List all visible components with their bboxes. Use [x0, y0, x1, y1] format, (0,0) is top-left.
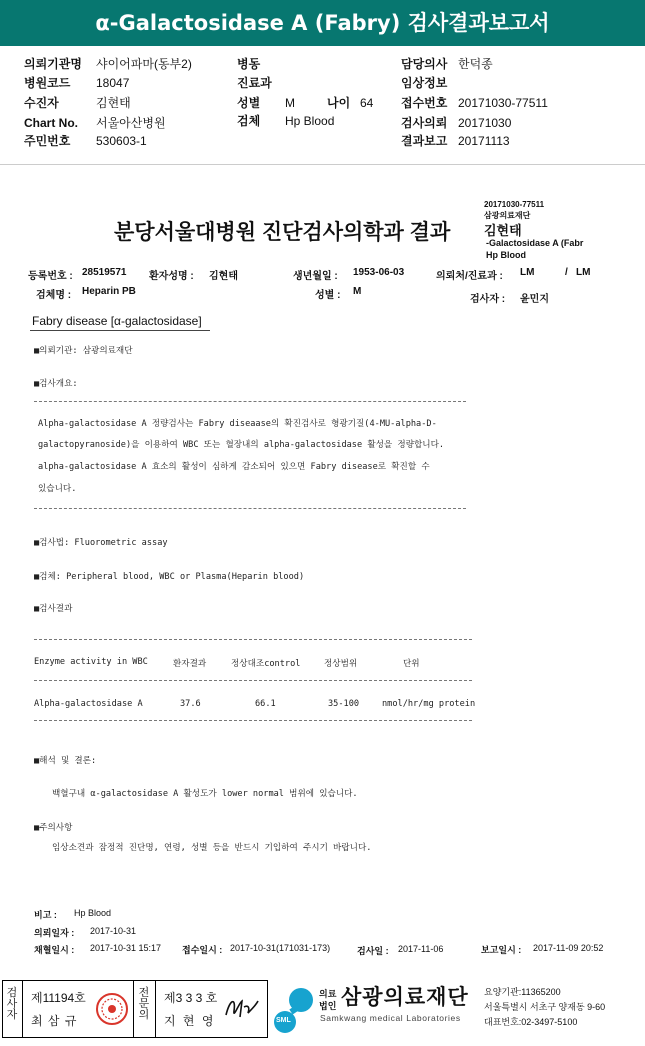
examiner-value: 윤민지: [520, 294, 549, 305]
org-phone: 대표번호:02-3497-5100: [484, 1017, 578, 1027]
receive-label: 접수일시 :: [182, 945, 223, 955]
overview-line-2: galactopyranoside)을 이용하여 WBC 또는 혈장내의 alpha-galactosidase 활성을 정량합니다.: [38, 440, 445, 450]
receive-value: 2017-10-31(171031-173): [230, 943, 331, 953]
specialist-license: 제3 3 3 호: [164, 991, 218, 1005]
dept-value1: LM: [520, 267, 535, 278]
header-divider: [0, 164, 645, 165]
interpretation-heading: ■해석 및 결론:: [34, 756, 97, 766]
dept-label: 의뢰처/진료과 :: [436, 271, 503, 282]
label-clinical-info: 임상정보: [401, 76, 448, 90]
hospital-title: 분당서울대병원 진단검사의학과 결과: [114, 221, 451, 244]
label-age: 나이: [327, 96, 351, 110]
table-header-control: 정상대조control: [231, 659, 301, 669]
report-date-label: 보고일시 :: [481, 945, 522, 955]
org-address: 서울특별시 서초구 양재동 9-60: [484, 1002, 606, 1012]
table-cell-enzyme: Alpha-galactosidase A: [34, 699, 143, 709]
value-hospital-code: 18047: [96, 76, 130, 90]
overview-line-1: Alpha-galactosidase A 정량검사는 Fabry diseaase의 확진검사로 형광기질(4-MU-alpha-D-: [38, 419, 437, 429]
label-patient: 수진자: [24, 96, 59, 110]
table-mid-rule: [34, 680, 472, 681]
value-patient: 김현태: [96, 96, 131, 110]
label-resident-no: 주민번호: [24, 134, 71, 148]
table-header-unit: 단위: [403, 659, 420, 669]
report-title: α-Galactosidase A (Fabry) 검사결과보고서: [0, 0, 645, 46]
org-logo-icon: [271, 982, 317, 1039]
caution-text: 임상소견과 잠정적 진단명, 연령, 성별 등을 반드시 기입하여 주시기 바랍니다.: [52, 843, 372, 853]
patient-label: 환자성명 :: [149, 271, 194, 282]
divider: [34, 401, 466, 402]
patient-value: 김현태: [209, 271, 238, 282]
org-logo-text: SML: [276, 1017, 291, 1024]
remark-value: Hp Blood: [74, 908, 112, 918]
value-chart-no: 서울아산병원: [96, 116, 166, 130]
label-requester: 의뢰기관명: [24, 57, 82, 71]
label-receipt-no: 접수번호: [401, 96, 448, 110]
examiner-vertical-label: 검사자: [6, 987, 18, 1021]
overview-line-4: 있습니다.: [38, 484, 77, 494]
divider: [133, 980, 134, 1038]
specialist-name: 지 현 영: [164, 1014, 216, 1028]
reg-value: 28519571: [82, 267, 127, 278]
value-sex: M: [285, 96, 295, 110]
examiner-license: 제11194호: [31, 991, 86, 1005]
table-top-rule: [34, 639, 472, 640]
specimen-line: ■검체: Peripheral blood, WBC or Plasma(Heparin blood): [34, 572, 305, 582]
request-date-value: 2017-10-31: [90, 926, 137, 936]
test-date-label: 검사일 :: [357, 946, 389, 956]
value-age: 64: [360, 96, 374, 110]
examiner-name: 최 삼 규: [31, 1014, 78, 1028]
dob-value: 1953-06-03: [353, 267, 405, 278]
collect-label: 채혈일시 :: [34, 945, 75, 955]
report-lab-name: 삼광의료재단: [484, 211, 531, 220]
label-ward: 병동: [237, 57, 261, 71]
label-sex: 성별: [237, 96, 261, 110]
specimen-name-label: 검체명 :: [36, 290, 72, 301]
divider: [22, 980, 23, 1038]
report-date-value: 2017-11-09 20:52: [533, 943, 604, 953]
table-header-range: 정상범위: [324, 659, 358, 669]
value-result-report: 20171113: [458, 134, 510, 148]
value-requester: 샤이어파마(동부2): [96, 57, 192, 71]
org-institution-code: 요양기관:11365200: [484, 987, 561, 997]
sex-label: 성별 :: [315, 290, 341, 301]
dept-slash: /: [565, 267, 568, 278]
label-result-report: 결과보고: [401, 134, 448, 148]
collect-value: 2017-10-31 15:17: [90, 943, 162, 953]
label-test-request: 검사의뢰: [401, 116, 448, 130]
remark-label: 비고 :: [34, 910, 57, 920]
label-hospital-code: 병원코드: [24, 76, 71, 90]
test-title-underline: [30, 330, 210, 331]
test-title: Fabry disease [α-galactosidase]: [32, 314, 202, 328]
table-bottom-rule: [34, 720, 472, 721]
label-dept: 진료과: [237, 76, 272, 90]
request-date-label: 의뢰일자 :: [34, 928, 75, 938]
specialist-vertical-label: 전문의: [138, 987, 150, 1021]
dob-label: 생년월일 :: [293, 271, 338, 282]
report-specimen-tag: Hp Blood: [486, 250, 526, 260]
sex-value: M: [353, 286, 362, 297]
table-cell-range: 35-100: [328, 699, 360, 709]
overview-heading: ■검사개요:: [34, 379, 78, 389]
test-date-value: 2017-11-06: [398, 944, 444, 954]
report-receipt-no: 20171030-77511: [484, 200, 545, 209]
result-heading: ■검사결과: [34, 604, 73, 614]
report-test-name: -Galactosidase A (Fabr: [486, 238, 584, 248]
label-chart-no: Chart No.: [24, 116, 78, 130]
footer: [0, 975, 645, 1046]
table-cell-control: 66.1: [255, 699, 276, 709]
value-test-request: 20171030: [458, 116, 512, 130]
dept-value2: LM: [576, 267, 591, 278]
org-name: 삼광의료재단: [341, 986, 469, 1009]
signature: [222, 993, 262, 1028]
value-resident-no: 530603-1: [96, 134, 147, 148]
label-doctor: 담당의사: [401, 57, 448, 71]
requester-line: ■의뢰기관: 삼광의료재단: [34, 346, 133, 356]
caution-heading: ■주의사항: [34, 823, 73, 833]
org-prefix-top: 의료: [319, 989, 337, 999]
table-cell-unit: nmol/hr/mg protein: [382, 699, 476, 709]
examiner-label: 검사자 :: [470, 294, 506, 305]
overview-line-3: alpha-galactosidase A 효소의 활성이 심하게 감소되어 있으면 Fabry disease로 확진할 수: [38, 462, 430, 472]
embedded-report: [0, 178, 645, 968]
reg-label: 등록번호 :: [28, 271, 73, 282]
report-patient-name: 김현태: [484, 223, 522, 238]
stamp-seal: [95, 992, 129, 1031]
org-prefix-bottom: 법인: [319, 1001, 337, 1011]
table-header-enzyme: Enzyme activity in WBC: [34, 657, 148, 667]
value-receipt-no: 20171030-77511: [458, 96, 548, 110]
specimen-name-value: Heparin PB: [82, 286, 136, 297]
divider: [155, 980, 156, 1038]
table-cell-patient: 37.6: [180, 699, 201, 709]
method-line: ■검사법: Fluorometric assay: [34, 538, 168, 548]
interpretation-text: 백혈구내 α-galactosidase A 활성도가 lower normal 범위에 있습니다.: [52, 789, 358, 799]
value-specimen: Hp Blood: [285, 114, 335, 128]
label-specimen: 검체: [237, 114, 261, 128]
org-english-name: Samkwang medical Laboratories: [320, 1013, 461, 1023]
divider: [34, 508, 466, 509]
value-doctor: 한덕종: [458, 57, 493, 71]
table-header-patient: 환자결과: [173, 659, 207, 669]
